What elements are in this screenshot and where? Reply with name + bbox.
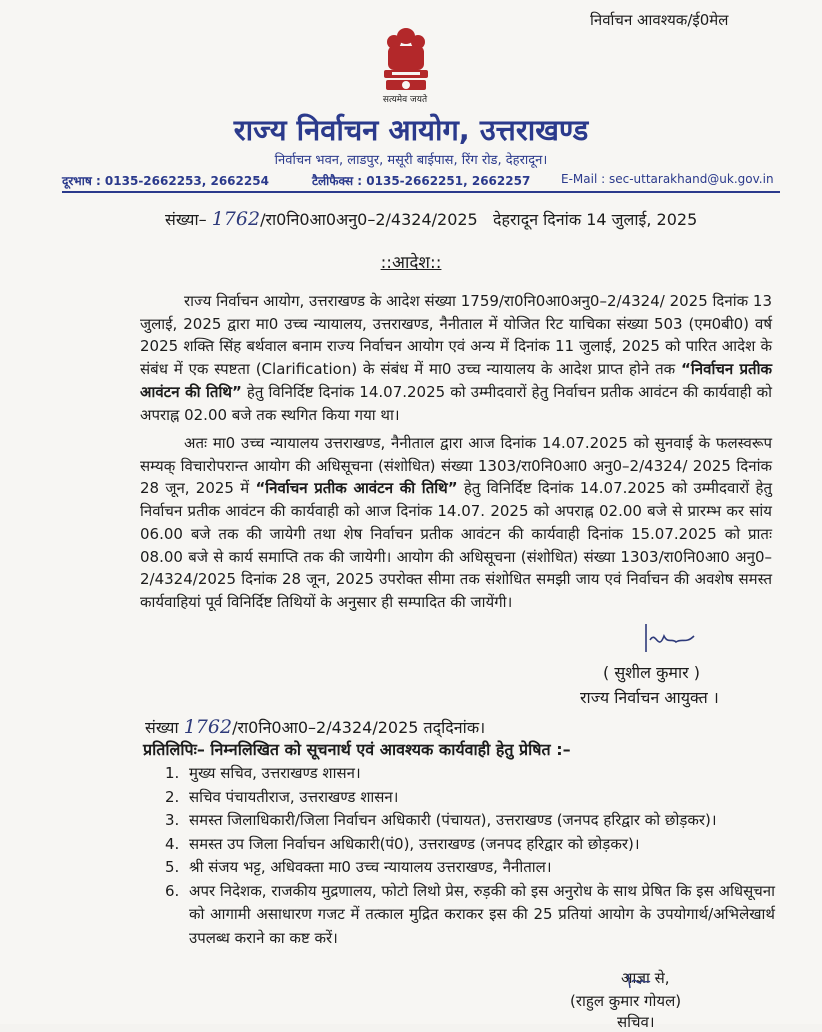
emblem-motto: सत्यमेव जयते — [382, 95, 428, 105]
organization-title: राज्य निर्वाचन आयोग, उत्तराखण्ड — [233, 113, 589, 147]
order-heading: ::आदेश:: — [380, 253, 442, 273]
by-order-text: आज्ञा से, — [621, 969, 670, 987]
copy-heading: प्रतिलिपिः– निम्नलिखित को सूचनार्थ एवं आवश्यक कार्यवाही हेतु प्रेषित :– — [143, 740, 571, 759]
header-tag: निर्वाचन आवश्यक/ई0मेल — [590, 11, 729, 29]
list-item: 4. समस्त उप जिला निर्वाचन अधिकारी(पं0), उत्तराखण्ड (जनपद हरिद्वार को छोड़कर)। — [165, 834, 640, 853]
initials-mark — [624, 970, 654, 992]
list-item: 2. सचिव पंचायतीराज, उत्तराखण्ड शासन। — [165, 787, 399, 806]
place-date: देहरादून दिनांक 14 जुलाई, 2025 — [493, 210, 698, 229]
secretary-name: (राहुल कुमार गोयल) — [570, 992, 682, 1010]
ref-suffix: /रा0नि0आ0अनु0–2/4324/2025 — [260, 210, 478, 229]
copy-list — [165, 762, 775, 950]
list-item: 6. अपर निदेशक, राजकीय मुद्रणालय, फोटो लिथो प्रेस, रुड़की को इस अनुरोध के साथ प्रेषित कि इस अधिसूचना को आगामी असाधारण गजट में तत्काल मुद्रित कराकर इस की 25 प्रतियां आयोग के उपयोगार्थ/अभिलेखार्थ उपलब्ध कराने का कष्ट करें। — [165, 881, 775, 947]
list-item: 3. समस्त जिलाधिकारी/जिला निर्वाचन अधिकारी (पंचायत), उत्तराखण्ड (जनपद हरिद्वार को छोड़कर)। — [165, 811, 717, 829]
ref-number-handwritten: 1762 — [211, 208, 261, 230]
ref-prefix: संख्या– — [165, 210, 207, 229]
bold-phrase: “निर्वाचन प्रतीक आवंटन की तिथि” — [140, 360, 772, 401]
copy-ref-number-handwritten: 1762 — [183, 716, 233, 738]
header-divider — [62, 191, 780, 193]
order-reference — [165, 208, 697, 230]
phone-numbers: दूरभाष : 0135-2662253, 2662254 — [62, 174, 269, 188]
copy-reference: संख्या 1762/रा0नि0आ0–2/4324/2025 तद्‌दिनांक। — [145, 716, 486, 738]
national-emblem-icon — [378, 26, 434, 96]
signature-mark — [640, 618, 700, 658]
order-paragraph-1: राज्य निर्वाचन आयोग, उत्तराखण्ड के आदेश संख्या 1759/रा0नि0आ0अनु0–2/4324/ 2025 दिनांक 13 जुलाई, 2025 द्वारा मा0 उच्च न्यायालय, उत्तराखण्ड, नैनीताल में योजित रिट याचिका संख्या 503 (एम0बी0) वर्ष 2025 शक्ति सिंह बर्थवाल बनाम राज्य निर्वाचन आयोग एवं अन्य में दिनांक 11 जुलाई, 2025 को पारित आदेश के संबंध में एक स्पष्टता (Clarification) के संबंध में मा0 उच्च न्यायालय के आदेश प्राप्त होने तक “निर्वाचन प्रतीक आवंटन की तिथि” हेतु विनिर्दिष्ट दिनांक 14.07.2025 को उम्मीदवारों हेतु निर्वाचन प्रतीक आवंटन की कार्यवाही को अपराह्न 02.00 बजे तक स्थगित किया गया था। — [140, 292, 772, 424]
bold-phrase: “निर्वाचन प्रतीक आवंटन की तिथि” — [255, 479, 458, 498]
list-item: 5. श्री संजय भट्ट, अधिवक्ता मा0 उच्च न्यायालय उत्तराखण्ड, नैनीताल। — [165, 858, 552, 876]
order-paragraph-2: अतः मा0 उच्च न्यायालय उत्तराखण्ड, नैनीताल द्वारा आज दिनांक 14.07.2025 को सुनवाई के फलस्वरूप सम्यक् विचारोपरान्त आयोग की अधिसूचना (संशोधित) संख्या 1303/रा0नि0आ0 अनु0–2/4324/ 2025 दिनांक 28 जून, 2025 में “निर्वाचन प्रतीक आवंटन की तिथि” हेतु विनिर्दिष्ट दिनांक 14.07.2025 को उम्मीदवारों हेतु निर्वाचन प्रतीक आवंटन की कार्यवाही को आज दिनांक 14.07. 2025 को अपराह्न 02.00 बजे से प्रारम्भ कर सांय 06.00 बजे तक की जायेगी तथा शेष निर्वाचन प्रतीक आवंटन की कार्यवाही दिनांक 15.07.2025 को प्रातः 08.00 बजे से कार्य समाप्ति तक की जायेगी। आयोग की अधिसूचना (संशोधित) संख्या 1303/रा0नि0आ0 अनु0–2/4324/2025 दिनांक 28 जून, 2025 उपरोक्त सीमा तक संशोधित समझी जाय एवं निर्वाचन की अवशेष समस्त कार्यवाहियां पूर्व विनिर्दिष्ट तिथियों के अनुसार ही सम्पादित की जायेंगी। — [140, 434, 772, 611]
fax-numbers: टैलीफैक्स : 0135-2662251, 2662257 — [312, 174, 531, 188]
signatory-title: राज्य निर्वाचन आयुक्त । — [580, 688, 719, 707]
secretary-title: सचिव। — [617, 1013, 655, 1031]
signatory-name: ( सुशील कुमार ) — [603, 663, 700, 682]
email-address: E-Mail : sec-uttarakhand@uk.gov.in — [561, 172, 774, 186]
list-item: 1. मुख्य सचिव, उत्तराखण्ड शासन। — [165, 764, 361, 782]
organization-address: निर्वाचन भवन, लाडपुर, मसूरी बाईपास, रिंग रोड, देहरादून। — [274, 153, 548, 168]
